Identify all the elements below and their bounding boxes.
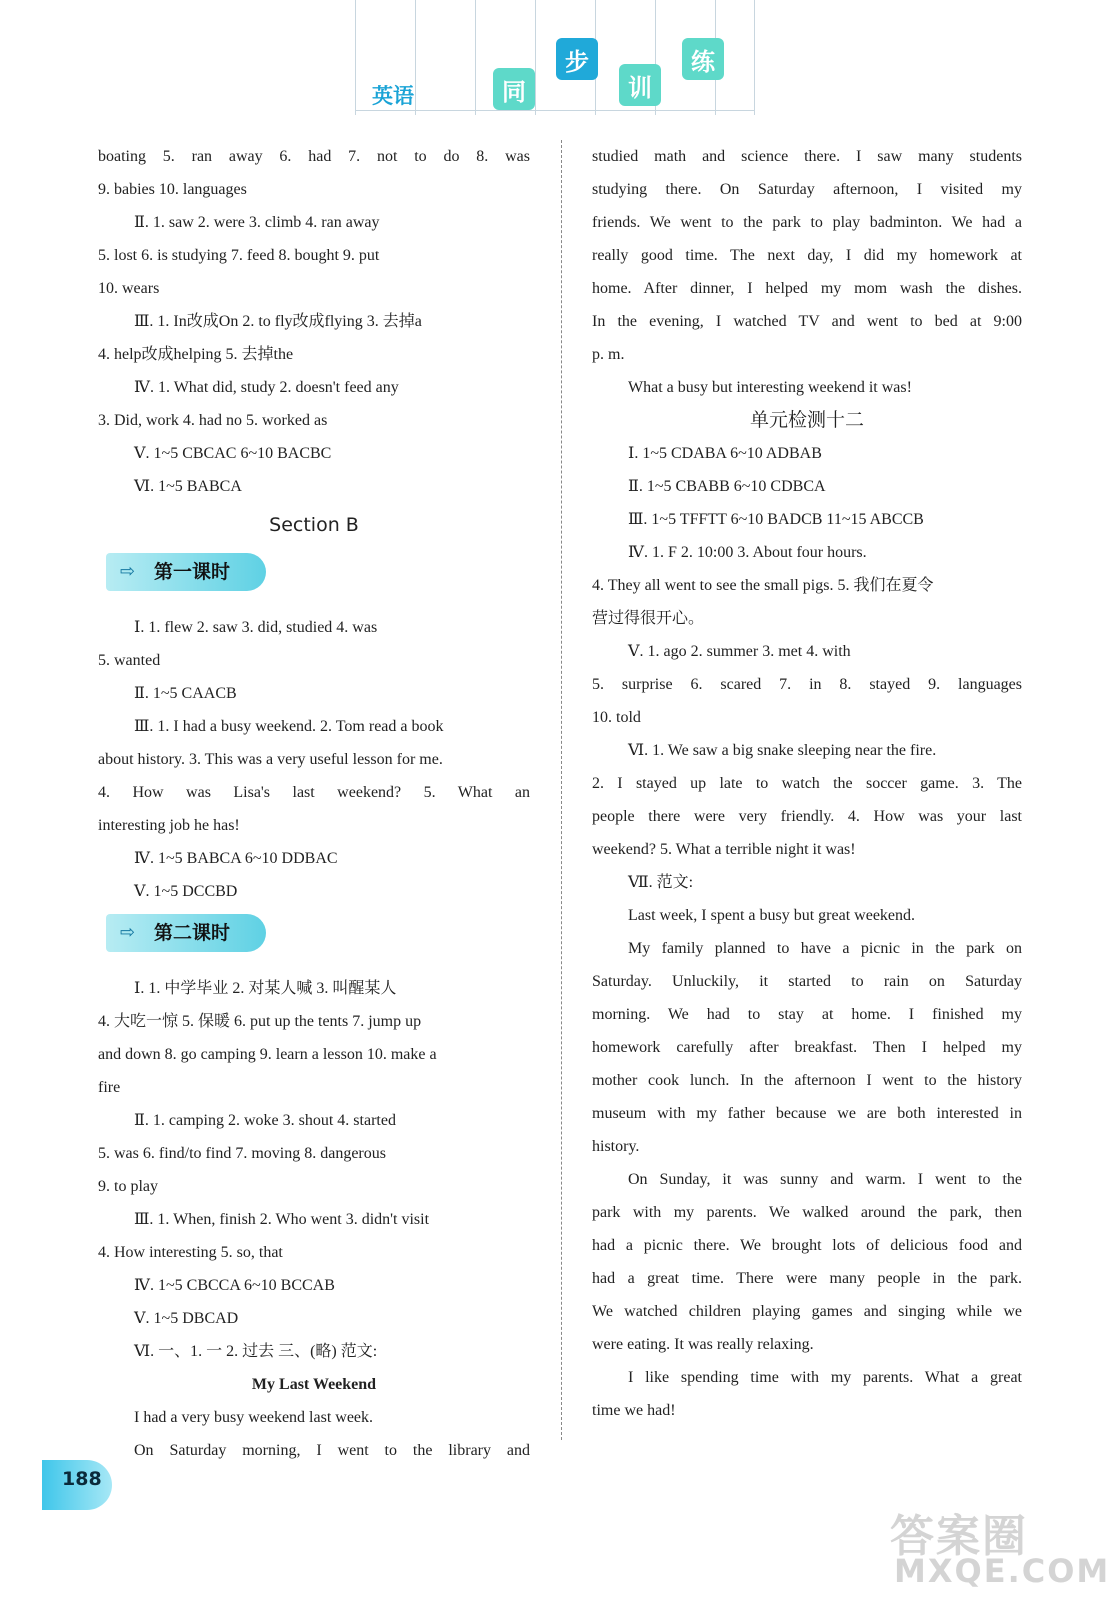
answer-line: 3. Did, work 4. had no 5. worked as: [98, 412, 328, 429]
answer-line: Ⅱ. 1~5 CBABB 6~10 CDBCA: [628, 478, 826, 495]
lesson-label: 第一课时: [154, 561, 231, 583]
answer-line: Ⅱ. 1. camping 2. woke 3. shout 4. started: [134, 1112, 396, 1129]
arrow-right-icon: ⇨: [120, 922, 136, 943]
answer-line: 10. wears: [98, 280, 160, 297]
essay-line: history.: [592, 1138, 640, 1155]
answer-line: Ⅴ. 1~5 DBCAD: [134, 1310, 239, 1327]
right-column: [592, 140, 1022, 1427]
lesson-banner-2: [106, 914, 266, 952]
title-char-2: 步: [556, 38, 598, 80]
title-char-3: 训: [619, 64, 661, 106]
essay-line: home. After dinner, I helped my mom wash the dishes.: [592, 280, 1022, 297]
answer-line: 9. to play: [98, 1178, 158, 1195]
answer-line: Ⅴ. 1. ago 2. summer 3. met 4. with: [628, 643, 851, 660]
header-baseline: [355, 110, 755, 111]
unit-test-title: 单元检测十二: [749, 410, 864, 431]
essay-line: I had a very busy weekend last week.: [134, 1409, 374, 1426]
watermark-logo: [880, 1500, 1110, 1595]
answer-line: weekend? 5. What a terrible night it was!: [592, 841, 856, 858]
page-number: 188: [62, 1468, 102, 1490]
essay-line: really good time. The next day, I did my homework at: [592, 247, 1022, 264]
answer-line: 4. How interesting 5. so, that: [98, 1244, 283, 1261]
answer-line: about history. 3. This was a very useful lesson for me.: [98, 751, 443, 768]
answer-line: Ⅰ. 1~5 CDABA 6~10 ADBAB: [628, 445, 822, 462]
answer-line: 5. surprise 6. scared 7. in 8. stayed 9. languages: [592, 676, 1022, 693]
title-char-1: 同: [493, 68, 535, 110]
essay-line: morning. We had to stay at home. I finished my: [592, 1006, 1022, 1023]
answer-line: 4. How was Lisa's last weekend? 5. What an: [98, 784, 530, 801]
answer-line: Ⅱ. 1. saw 2. were 3. climb 4. ran away: [134, 214, 380, 231]
essay-line: I like spending time with my parents. What a great: [628, 1369, 1022, 1386]
page-number-badge: [42, 1460, 112, 1510]
essay-line: park with my parents. We walked around the park, then: [592, 1204, 1022, 1221]
answer-line: 4. help改成helping 5. 去掉the: [98, 346, 294, 363]
answer-line: Ⅳ. 1. F 2. 10:00 3. About four hours.: [628, 544, 867, 561]
answer-line: Ⅵ. 一、1. 一 2. 过去 三、(略) 范文:: [134, 1343, 378, 1360]
answer-line: Ⅴ. 1~5 CBCAC 6~10 BACBC: [134, 445, 332, 462]
answer-line: 5. lost 6. is studying 7. feed 8. bought 9. put: [98, 247, 380, 264]
essay-line: studying there. On Saturday afternoon, I visited my: [592, 181, 1022, 198]
answer-line: Ⅲ. 1. When, finish 2. Who went 3. didn't visit: [134, 1211, 430, 1228]
answer-line: interesting job he has!: [98, 817, 240, 834]
answer-line: 营过得很开心。: [592, 610, 705, 627]
answer-line: 5. wanted: [98, 652, 161, 669]
answer-line: Ⅴ. 1~5 DCCBD: [134, 883, 238, 900]
lesson-banner-1: [106, 553, 266, 591]
arrow-right-icon: ⇨: [120, 561, 136, 582]
watermark-url: MXQE.COM: [894, 1552, 1110, 1590]
subject-label: 英语: [372, 84, 414, 108]
left-column: [98, 140, 530, 1467]
essay-line: museum with my father because we are both interested in: [592, 1105, 1022, 1122]
watermark-text: 答案圈: [890, 1511, 1028, 1562]
column-divider: [561, 140, 562, 1440]
answer-line: Ⅰ. 1. flew 2. saw 3. did, studied 4. was: [134, 619, 378, 636]
answer-line: Ⅵ. 1~5 BABCA: [134, 478, 242, 495]
answer-line: Ⅲ. 1~5 TFFTT 6~10 BADCB 11~15 ABCCB: [628, 511, 924, 528]
answer-line: Ⅳ. 1~5 CBCCA 6~10 BCCAB: [134, 1277, 335, 1294]
answer-line: fire: [98, 1079, 121, 1096]
section-heading: Section B: [269, 514, 359, 536]
answer-line: Ⅱ. 1~5 CAACB: [134, 685, 237, 702]
answer-line: 10. told: [592, 709, 641, 726]
essay-line: My family planned to have a picnic in the park on: [628, 940, 1022, 957]
lesson-label: 第二课时: [154, 922, 231, 944]
page-header: [0, 0, 1083, 120]
answer-line: and down 8. go camping 9. learn a lesson 10. make a: [98, 1046, 437, 1063]
essay-line: Saturday. Unluckily, it started to rain on Saturday: [592, 973, 1022, 990]
essay-line: We watched children playing games and singing while we: [592, 1303, 1022, 1320]
answer-line: Ⅳ. 1. What did, study 2. doesn't feed any: [134, 379, 399, 396]
answer-line: Ⅰ. 1. 中学毕业 2. 对某人喊 3. 叫醒某人: [134, 980, 397, 997]
essay-line: What a busy but interesting weekend it was!: [628, 379, 912, 396]
answer-line: Ⅵ. 1. We saw a big snake sleeping near the fire.: [628, 742, 937, 759]
answer-line: 9. babies 10. languages: [98, 181, 247, 198]
answer-line: Ⅲ. 1. In改成On 2. to fly改成flying 3. 去掉a: [134, 313, 422, 330]
essay-line: mother cook lunch. In the afternoon I went to the history: [592, 1072, 1022, 1089]
essay-line: had a great time. There were many people in the park.: [592, 1270, 1022, 1287]
answer-line: people there were very friendly. 4. How was your last: [592, 808, 1022, 825]
essay-line: time we had!: [592, 1402, 676, 1419]
essay-line: studied math and science there. I saw many students: [592, 148, 1022, 165]
answer-line: Ⅶ. 范文:: [628, 874, 694, 891]
answer-line: 4. They all went to see the small pigs. 5. 我们在夏令: [592, 577, 934, 594]
essay-line: p. m.: [592, 346, 625, 363]
essay-line: were eating. It was really relaxing.: [592, 1336, 814, 1353]
essay-line: friends. We went to the park to play badminton. We had a: [592, 214, 1022, 231]
answer-line: boating 5. ran away 6. had 7. not to do 8. was: [98, 148, 530, 165]
essay-line: had a picnic there. We brought lots of delicious food and: [592, 1237, 1022, 1254]
essay-line: On Saturday morning, I went to the library and: [134, 1442, 530, 1459]
answer-line: Ⅲ. 1. I had a busy weekend. 2. Tom read a book: [134, 718, 444, 735]
answer-line: Ⅳ. 1~5 BABCA 6~10 DDBAC: [134, 850, 338, 867]
essay-line: homework carefully after breakfast. Then I helped my: [592, 1039, 1022, 1056]
answer-line: 2. I stayed up late to watch the soccer game. 3. The: [592, 775, 1022, 792]
answer-line: 5. was 6. find/to find 7. moving 8. dangerous: [98, 1145, 386, 1162]
essay-line: On Sunday, it was sunny and warm. I went to the: [628, 1171, 1022, 1188]
essay-line: Last week, I spent a busy but great weekend.: [628, 907, 916, 924]
essay-title: My Last Weekend: [251, 1376, 377, 1393]
title-char-4: 练: [682, 38, 724, 80]
answer-line: 4. 大吃一惊 5. 保暖 6. put up the tents 7. jump up: [98, 1013, 422, 1030]
essay-line: In the evening, I watched TV and went to bed at 9:00: [592, 313, 1022, 330]
